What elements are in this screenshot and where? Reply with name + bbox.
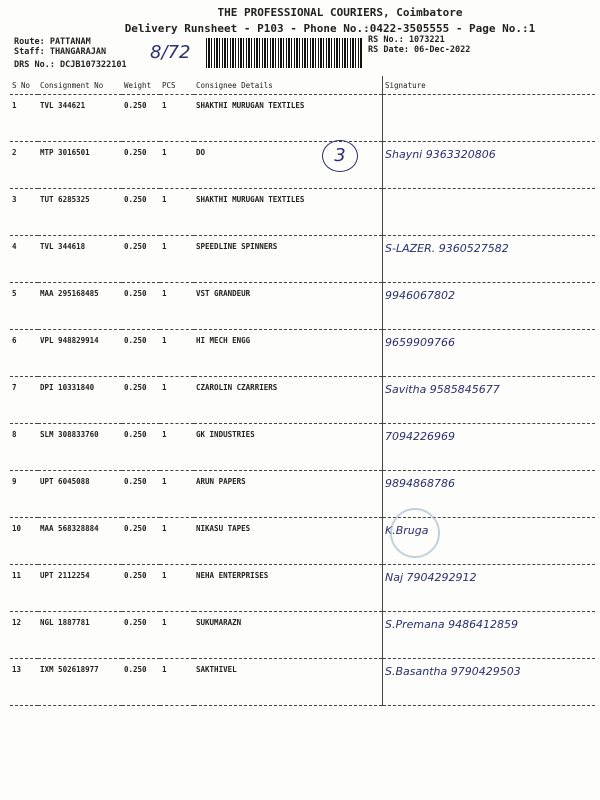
row-signature: Savitha 9585845677 xyxy=(383,377,596,424)
table-row xyxy=(10,189,595,236)
table-row xyxy=(10,95,595,142)
row-signature: Naj 7904292912 xyxy=(383,565,596,612)
row-weight: 0.250 xyxy=(122,565,160,612)
row-pcs: 1 xyxy=(160,565,194,612)
col-sno: S No xyxy=(10,76,38,95)
row-consignment: MAA 295168485 xyxy=(38,283,122,330)
row-pcs: 1 xyxy=(160,377,194,424)
row-consignment: MAA 568328884 xyxy=(38,518,122,565)
row-signature: 9659909766 xyxy=(383,330,596,377)
col-signature: Signature xyxy=(383,76,596,95)
row-consignee: GK INDUSTRIES xyxy=(194,424,383,471)
row-pcs: 1 xyxy=(160,236,194,283)
route-label: Route: PATTANAM xyxy=(14,37,91,47)
col-consignment: Consignment No xyxy=(38,76,122,95)
row-signature: 9894868786 xyxy=(383,471,596,518)
rs-number: RS No.: 1073221 xyxy=(368,35,445,45)
row-sno: 9 xyxy=(10,471,38,518)
row-consignment: TVL 344618 xyxy=(38,236,122,283)
row-sno: 11 xyxy=(10,565,38,612)
row-consignee: DO xyxy=(194,142,383,189)
row-pcs: 1 xyxy=(160,659,194,706)
row-weight: 0.250 xyxy=(122,142,160,189)
row-weight: 0.250 xyxy=(122,612,160,659)
row-consignment: DPI 10331840 xyxy=(38,377,122,424)
row-consignment: TUT 6285325 xyxy=(38,189,122,236)
row-consignee: CZAROLIN CZARRIERS xyxy=(194,377,383,424)
row-pcs: 1 xyxy=(160,189,194,236)
row-pcs: 1 xyxy=(160,283,194,330)
col-weight: Weight xyxy=(122,76,160,95)
row-sno: 6 xyxy=(10,330,38,377)
row-consignment: VPL 948829914 xyxy=(38,330,122,377)
row-pcs: 1 xyxy=(160,142,194,189)
runsheet-subtitle: Delivery Runsheet - P103 - Phone No.:0422-3505555 - Page No.:1 xyxy=(124,22,536,35)
row-weight: 0.250 xyxy=(122,236,160,283)
table-row xyxy=(10,424,595,471)
row-consignee: SHAKTHI MURUGAN TEXTILES xyxy=(194,189,383,236)
row-sno: 3 xyxy=(10,189,38,236)
row-weight: 0.250 xyxy=(122,471,160,518)
row-signature: S-LAZER. 9360527582 xyxy=(383,236,596,283)
row-consignment: UPT 2112254 xyxy=(38,565,122,612)
row-sno: 4 xyxy=(10,236,38,283)
row-pcs: 1 xyxy=(160,518,194,565)
row-consignee: SPEEDLINE SPINNERS xyxy=(194,236,383,283)
table-row xyxy=(10,518,595,565)
row-sno: 2 xyxy=(10,142,38,189)
row-consignment: TVL 344621 xyxy=(38,95,122,142)
row-weight: 0.250 xyxy=(122,283,160,330)
row-weight: 0.250 xyxy=(122,424,160,471)
row-pcs: 1 xyxy=(160,95,194,142)
row-weight: 0.250 xyxy=(122,518,160,565)
row-pcs: 1 xyxy=(160,330,194,377)
row-sno: 13 xyxy=(10,659,38,706)
col-pcs: PCS xyxy=(160,76,194,95)
row-signature: K.Bruga xyxy=(383,518,596,565)
row-pcs: 1 xyxy=(160,424,194,471)
runsheet-title: THE PROFESSIONAL COURIERS, Coimbatore xyxy=(217,6,463,19)
row-weight: 0.250 xyxy=(122,377,160,424)
row-consignee: SHAKTHI MURUGAN TEXTILES xyxy=(194,95,383,142)
table-row xyxy=(10,377,595,424)
row-weight: 0.250 xyxy=(122,95,160,142)
row-sno: 12 xyxy=(10,612,38,659)
handwritten-note: 8/72 xyxy=(150,42,191,63)
row-pcs: 1 xyxy=(160,471,194,518)
row-sno: 8 xyxy=(10,424,38,471)
row-consignment: NGL 1887781 xyxy=(38,612,122,659)
row-consignee: NIKASU TAPES xyxy=(194,518,383,565)
row-sno: 1 xyxy=(10,95,38,142)
row-consignee: VST GRANDEUR xyxy=(194,283,383,330)
table-row xyxy=(10,659,595,706)
row-signature xyxy=(383,95,596,142)
row-consignment: UPT 6045088 xyxy=(38,471,122,518)
table-row xyxy=(10,142,595,189)
row-consignment: MTP 3016501 xyxy=(38,142,122,189)
row-weight: 0.250 xyxy=(122,189,160,236)
table-row xyxy=(10,330,595,377)
drs-number: DRS No.: DCJB107322101 xyxy=(14,60,127,70)
rs-date: RS Date: 06-Dec-2022 xyxy=(368,45,471,55)
row-consignee: NEHA ENTERPRISES xyxy=(194,565,383,612)
row-signature: S.Basantha 9790429503 xyxy=(383,659,596,706)
row-weight: 0.250 xyxy=(122,659,160,706)
table-row xyxy=(10,471,595,518)
row-consignment: IXM 502618977 xyxy=(38,659,122,706)
table-row xyxy=(10,612,595,659)
barcode xyxy=(206,38,362,68)
row-weight: 0.250 xyxy=(122,330,160,377)
row-consignment: SLM 308833760 xyxy=(38,424,122,471)
row-consignee: SAKTHIVEL xyxy=(194,659,383,706)
stamp xyxy=(390,508,440,558)
row-signature: 9946067802 xyxy=(383,283,596,330)
table-row xyxy=(10,283,595,330)
table-row xyxy=(10,236,595,283)
row-pcs: 1 xyxy=(160,612,194,659)
col-consignee: Consignee Details xyxy=(194,76,383,95)
row-sno: 5 xyxy=(10,283,38,330)
runsheet-table xyxy=(10,76,595,706)
row-signature: 7094226969 xyxy=(383,424,596,471)
table-header-row xyxy=(10,76,595,95)
staff-label: Staff: THANGARAJAN xyxy=(14,47,107,57)
row-signature: Shayni 9363320806 xyxy=(383,142,596,189)
row-consignee: SUKUMARAZN xyxy=(194,612,383,659)
row-signature: S.Premana 9486412859 xyxy=(383,612,596,659)
row-sno: 10 xyxy=(10,518,38,565)
circled-number: 3 xyxy=(322,140,358,172)
row-signature xyxy=(383,189,596,236)
row-consignee: HI MECH ENGG xyxy=(194,330,383,377)
row-consignee: ARUN PAPERS xyxy=(194,471,383,518)
table-row xyxy=(10,565,595,612)
row-sno: 7 xyxy=(10,377,38,424)
